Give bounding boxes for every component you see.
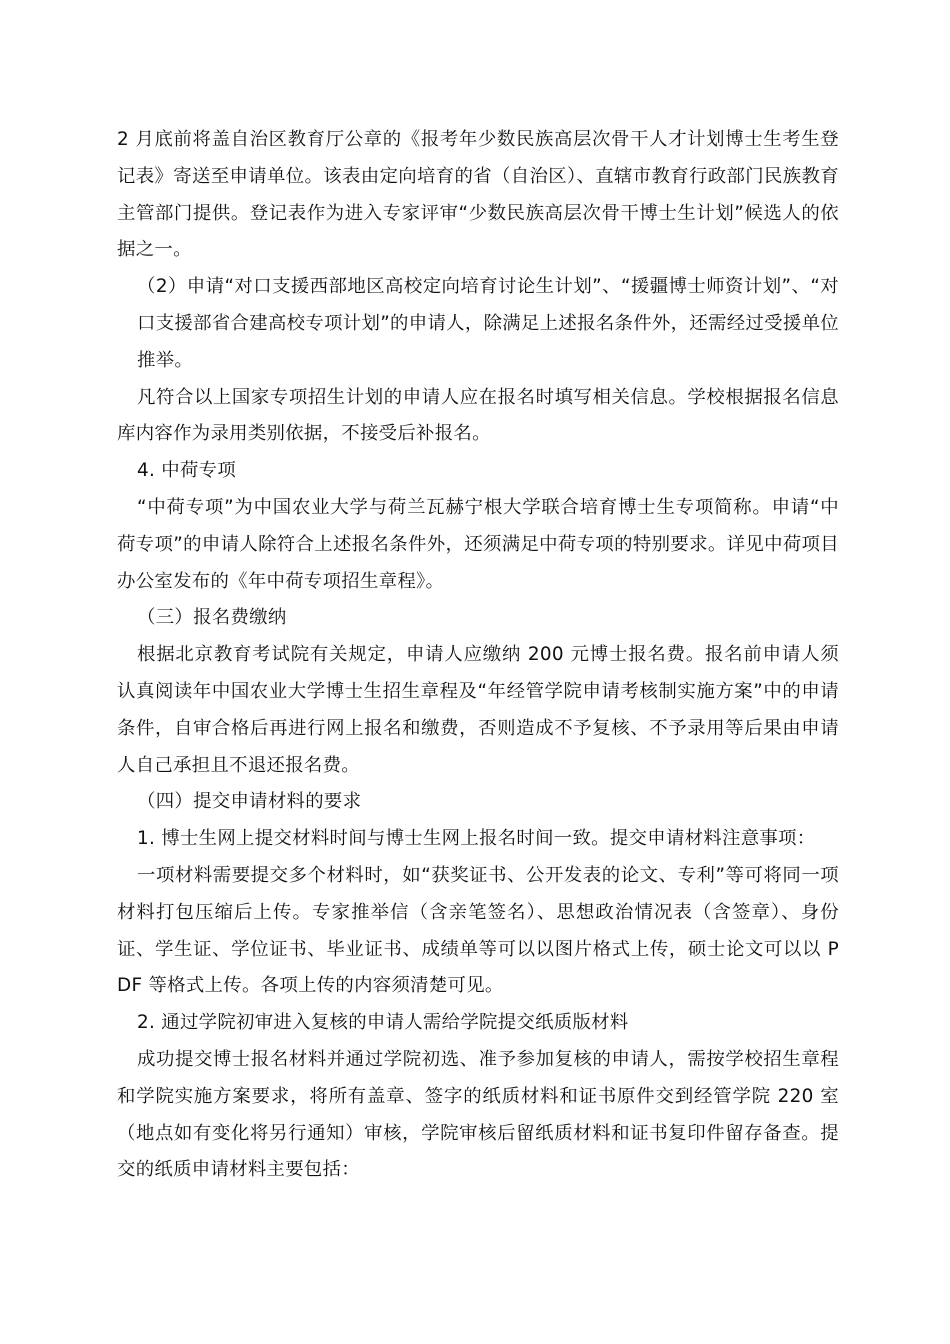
paragraph-support-plans: （2）申请“对口支援西部地区高校定向培育讨论生计划”、“援疆博士师资计划”、“对口支援部省合建高校专项计划”的申请人，除满足上述报名条件外，还需经过受援单位推举。 <box>137 276 839 371</box>
paragraph-registration-form: 2 月底前将盖自治区教育厅公章的《报考年少数民族高层次骨干人才计划博士生考生登记表》寄送至申请单位。该表由定向培育的省（自治区）、直辖市教育行政部门民族教育主管部门提供。登记表作为进入专家评审“少数民族高层次骨干博士生计划”候选人的依据之一。 <box>117 129 839 261</box>
heading-sino-dutch-program: 4. 中荷专项 <box>137 460 237 482</box>
paragraph-registration-fee: 根据北京教育考试院有关规定，申请人应缴纳 200 元博士报名费。报名前申请人须认真阅读年中国农业大学博士生招生章程及“年经管学院申请考核制实施方案”中的申请条件，自审合格后再进行网上报名和缴费，否则造成不予复核、不予录用等后果由申请人自己承担且不退还报名费。 <box>117 644 839 776</box>
paragraph-paper-materials: 成功提交博士报名材料并通过学院初选、准予参加复核的申请人，需按学校招生章程和学院实施方案要求，将所有盖章、签字的纸质材料和证书原件交到经管学院 220 室（地点如有变化将另行通知）审核，学院审核后留纸质材料和证书复印件留存备查。提交的纸质申请材料主要包括： <box>117 1048 839 1181</box>
paragraph-sino-dutch-program: “中荷专项”为中国农业大学与荷兰瓦赫宁根大学联合培育博士生专项简称。申请“中荷专项”的申请人除符合上述报名条件外，还须满足中荷专项的特别要求。详见中荷项目办公室发布的《年中荷专项招生章程》。 <box>117 496 839 592</box>
paragraph-online-submission: 1. 博士生网上提交材料时间与博士生网上报名时间一致。提交申请材料注意事项： <box>137 828 816 850</box>
document-body <box>117 122 839 1189</box>
heading-paper-materials: 2. 通过学院初审进入复核的申请人需给学院提交纸质版材料 <box>137 1012 629 1034</box>
paragraph-special-plan-info: 凡符合以上国家专项招生计划的申请人应在报名时填写相关信息。学校根据报名信息库内容作为录用类别依据，不接受后补报名。 <box>117 386 839 445</box>
heading-application-materials: （四）提交申请材料的要求 <box>137 791 362 813</box>
paragraph-upload-notes: 一项材料需要提交多个材料时，如“获奖证书、公开发表的论文、专利”等可将同一项材料打包压缩后上传。专家推举信（含亲笔签名）、思想政治情况表（含签章）、身份证、学生证、学位证书、毕业证书、成绩单等可以以图片格式上传，硕士论文可以以 PDF 等格式上传。各项上传的内容须清楚可见。 <box>117 864 839 997</box>
heading-registration-fee: （三）报名费缴纳 <box>137 607 287 629</box>
